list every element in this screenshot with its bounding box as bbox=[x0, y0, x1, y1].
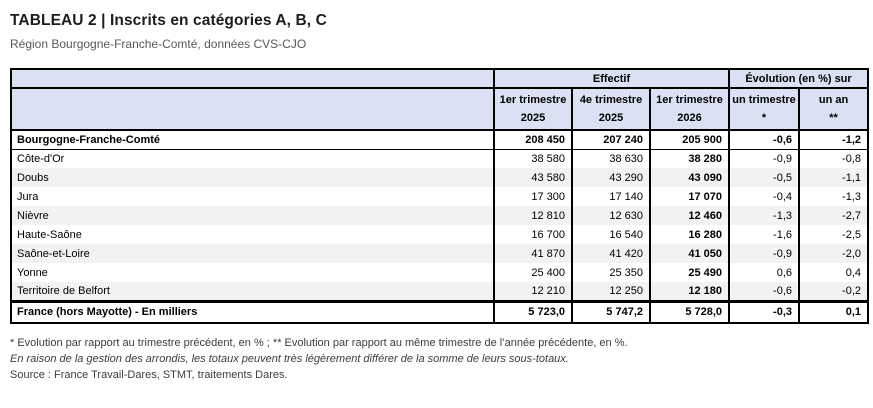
column-header-line1: 4e trimestre bbox=[579, 94, 643, 106]
row-label: France (hors Mayotte) - En milliers bbox=[11, 301, 494, 323]
value-cell: -0,9 bbox=[729, 149, 799, 168]
total-row bbox=[11, 301, 868, 323]
value-cell: 38 630 bbox=[572, 149, 650, 168]
value-cell: 17 300 bbox=[494, 187, 572, 206]
value-cell: 16 700 bbox=[494, 225, 572, 244]
value-cell: 0,6 bbox=[729, 263, 799, 282]
row-label: Haute-Saône bbox=[11, 225, 494, 244]
column-header-line1: un an bbox=[818, 94, 849, 106]
value-cell: 5 747,2 bbox=[572, 301, 650, 323]
footnote-source: Source : France Travail-Dares, STMT, traitements Dares. bbox=[10, 369, 288, 381]
table-row bbox=[11, 282, 868, 301]
value-cell: 12 460 bbox=[650, 206, 729, 225]
value-cell: 41 870 bbox=[494, 244, 572, 263]
column-header-t1-2026 bbox=[650, 88, 729, 130]
value-cell: 0,1 bbox=[799, 301, 868, 323]
column-header-line2: ** bbox=[829, 112, 838, 124]
value-cell: 25 400 bbox=[494, 263, 572, 282]
table-row bbox=[11, 130, 868, 149]
value-cell: -1,3 bbox=[799, 187, 868, 206]
row-label: Yonne bbox=[11, 263, 494, 282]
column-header-line1: 1er trimestre bbox=[499, 94, 567, 106]
row-label: Saône-et-Loire bbox=[11, 244, 494, 263]
page-subtitle: Région Bourgogne-Franche-Comté, données CVS-CJO bbox=[10, 37, 307, 51]
value-cell: 12 630 bbox=[572, 206, 650, 225]
value-cell: -0,4 bbox=[729, 187, 799, 206]
value-cell: 16 540 bbox=[572, 225, 650, 244]
column-header-t4-2025 bbox=[572, 88, 650, 130]
row-label: Côte-d'Or bbox=[11, 149, 494, 168]
value-cell: 12 810 bbox=[494, 206, 572, 225]
value-cell: 38 580 bbox=[494, 149, 572, 168]
column-header-line1: 1er trimestre bbox=[656, 94, 723, 106]
table-row bbox=[11, 206, 868, 225]
column-header-line2: 2026 bbox=[677, 112, 702, 124]
value-cell: -0,2 bbox=[799, 282, 868, 301]
footnotes bbox=[10, 335, 866, 383]
value-cell: -0,6 bbox=[729, 130, 799, 149]
value-cell: 16 280 bbox=[650, 225, 729, 244]
table-row bbox=[11, 168, 868, 187]
value-cell: -0,9 bbox=[729, 244, 799, 263]
value-cell: -1,6 bbox=[729, 225, 799, 244]
corner-cell bbox=[11, 69, 494, 88]
value-cell: -2,0 bbox=[799, 244, 868, 263]
table-row bbox=[11, 244, 868, 263]
page-title: TABLEAU 2 | Inscrits en catégories A, B, C bbox=[10, 12, 327, 29]
row-label: Bourgogne-Franche-Comté bbox=[11, 130, 494, 149]
value-cell: 38 280 bbox=[650, 149, 729, 168]
value-cell: -0,3 bbox=[729, 301, 799, 323]
value-cell: 25 490 bbox=[650, 263, 729, 282]
table-body bbox=[11, 130, 868, 301]
column-header-t1-2025 bbox=[494, 88, 572, 130]
table-row bbox=[11, 149, 868, 168]
group-header-row bbox=[11, 69, 868, 88]
column-header-row bbox=[11, 88, 868, 130]
data-table bbox=[10, 68, 869, 324]
value-cell: -0,6 bbox=[729, 282, 799, 301]
group-header-effectif: Effectif bbox=[494, 69, 729, 88]
value-cell: 43 090 bbox=[650, 168, 729, 187]
value-cell: 43 290 bbox=[572, 168, 650, 187]
value-cell: 5 728,0 bbox=[650, 301, 729, 323]
table-row bbox=[11, 187, 868, 206]
value-cell: -2,5 bbox=[799, 225, 868, 244]
value-cell: 205 900 bbox=[650, 130, 729, 149]
row-label: Jura bbox=[11, 187, 494, 206]
column-header-line2: * bbox=[761, 112, 767, 124]
value-cell: -1,1 bbox=[799, 168, 868, 187]
value-cell: 41 420 bbox=[572, 244, 650, 263]
value-cell: -1,2 bbox=[799, 130, 868, 149]
column-header-line2: 2025 bbox=[598, 112, 624, 124]
value-cell: -2,7 bbox=[799, 206, 868, 225]
table-row bbox=[11, 263, 868, 282]
value-cell: 41 050 bbox=[650, 244, 729, 263]
value-cell: 12 180 bbox=[650, 282, 729, 301]
value-cell: 208 450 bbox=[494, 130, 572, 149]
table-footer bbox=[11, 301, 868, 323]
column-header-line2: 2025 bbox=[520, 112, 546, 124]
value-cell: 12 250 bbox=[572, 282, 650, 301]
value-cell: 25 350 bbox=[572, 263, 650, 282]
value-cell: 0,4 bbox=[799, 263, 868, 282]
value-cell: -0,5 bbox=[729, 168, 799, 187]
footnote-asterisks: * Evolution par rapport au trimestre précédent, en % ; ** Evolution par rapport au même trimestre de l’année précédente, en %. bbox=[10, 337, 628, 349]
value-cell: -0,8 bbox=[799, 149, 868, 168]
table-header bbox=[11, 69, 868, 130]
value-cell: 5 723,0 bbox=[494, 301, 572, 323]
row-label: Doubs bbox=[11, 168, 494, 187]
table-row bbox=[11, 225, 868, 244]
footnote-rounding: En raison de la gestion des arrondis, les totaux peuvent très légèrement différer de la somme de leurs sous-totaux. bbox=[10, 353, 569, 365]
column-header-un-an bbox=[799, 88, 868, 130]
corner-cell bbox=[11, 88, 494, 130]
group-header-evolution: Évolution (en %) sur bbox=[729, 69, 868, 88]
value-cell: 12 210 bbox=[494, 282, 572, 301]
value-cell: 43 580 bbox=[494, 168, 572, 187]
value-cell: 207 240 bbox=[572, 130, 650, 149]
column-header-line1: un trimestre bbox=[732, 94, 796, 106]
row-label: Territoire de Belfort bbox=[11, 282, 494, 301]
column-header-un-trimestre bbox=[729, 88, 799, 130]
value-cell: 17 070 bbox=[650, 187, 729, 206]
value-cell: -1,3 bbox=[729, 206, 799, 225]
row-label: Nièvre bbox=[11, 206, 494, 225]
value-cell: 17 140 bbox=[572, 187, 650, 206]
